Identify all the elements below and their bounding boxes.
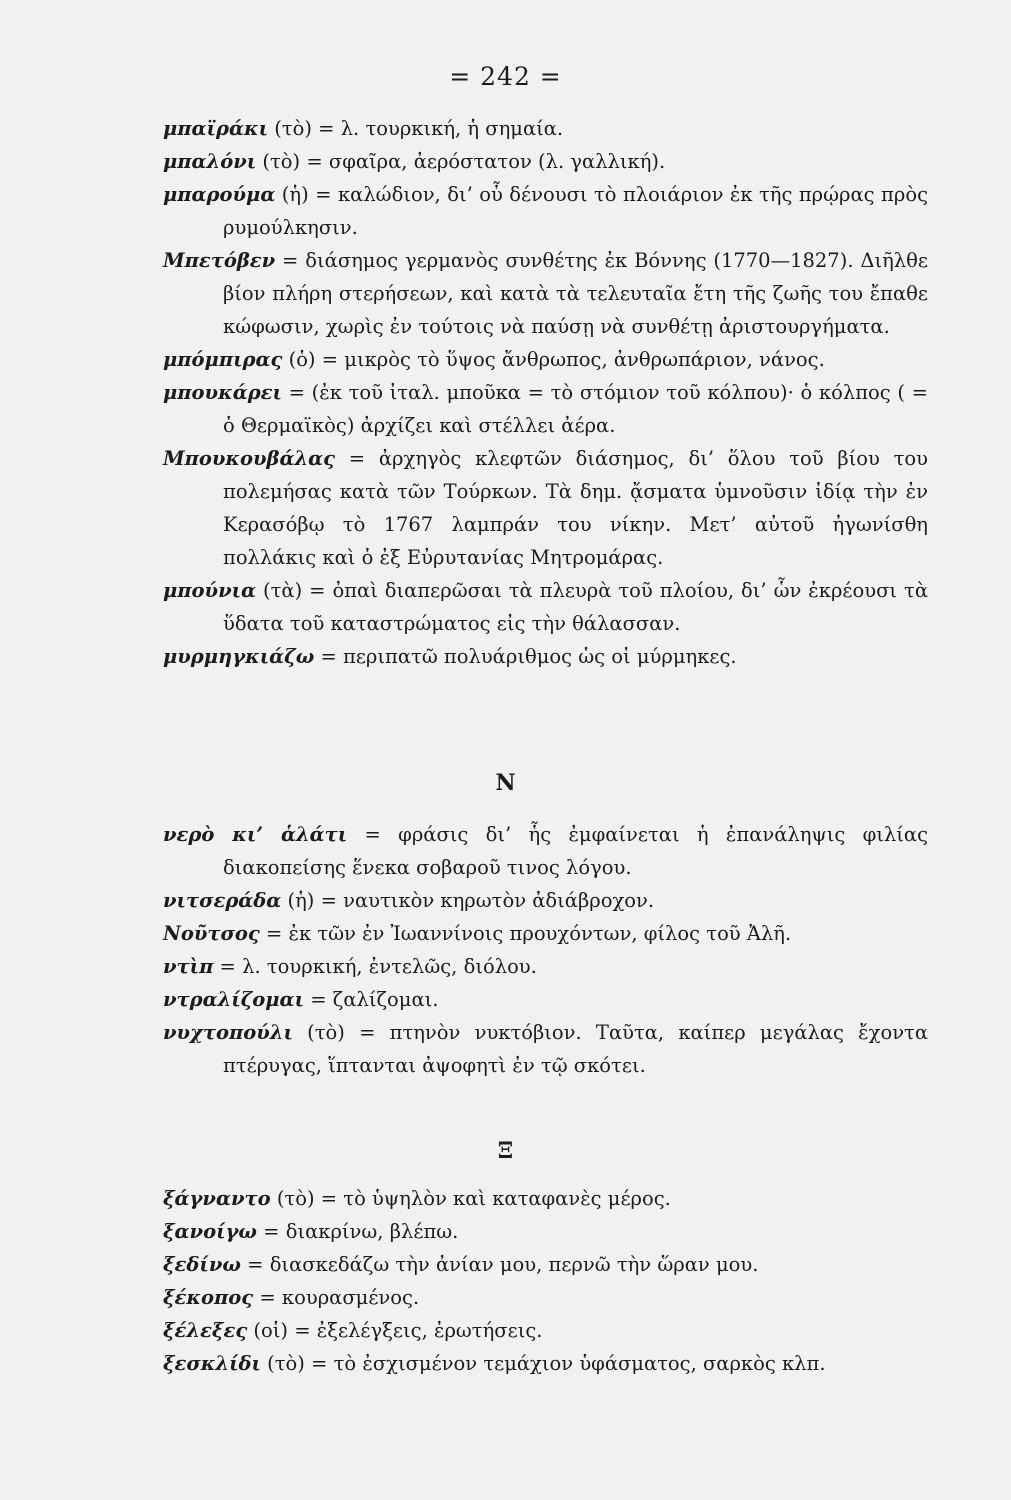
entry xyxy=(163,884,928,917)
definition: (ὁ) = μικρὸς τὸ ὕψος ἄνθρωπος, ἀνθρωπάριον, νάνος. xyxy=(282,348,825,371)
entry xyxy=(163,1281,928,1314)
headword: μπαϊράκι xyxy=(163,117,269,140)
headword: Μπετόβεν xyxy=(163,249,276,272)
definition: = λ. τουρκική, ἐντελῶς, διόλου. xyxy=(213,955,537,978)
definition: = ἐκ τῶν ἐν Ἰωαννίνοις προυχόντων, φίλος τοῦ Ἀλῆ. xyxy=(259,922,792,945)
headword: ξέλεξες xyxy=(163,1319,248,1342)
definition: (ἡ) = καλώδιον, δι’ οὗ δένουσι τὸ πλοιάριον ἐκ τῆς πρῴρας πρὸς ρυμούλκησιν. xyxy=(223,183,928,239)
definition: (τὸ) = σφαῖρα, ἀερόστατον (λ. γαλλική). xyxy=(256,150,666,173)
entry xyxy=(163,376,928,442)
headword: νιτσεράδα xyxy=(163,889,282,912)
headword: Μπουκουβάλας xyxy=(163,447,336,470)
headword: Νοῦτσος xyxy=(163,922,260,945)
headword: μπόμπιρας xyxy=(163,348,283,371)
definition: = περιπατῶ πολυάριθμος ὡς οἱ μύρμηκες. xyxy=(314,645,737,668)
headword: ντραλίζομαι xyxy=(163,988,305,1011)
section-m xyxy=(163,112,928,673)
entry xyxy=(163,1347,928,1380)
definition: = κουρασμένος. xyxy=(253,1286,420,1309)
definition: (τὸ) = πτηνὸν νυκτόβιον. Ταῦτα, καίπερ μεγάλας ἔχοντα πτέρυγας, ἵπτανται ἀψοφητὶ ἐν τῷ σκότει. xyxy=(223,1021,928,1077)
headword: ξεσκλίδι xyxy=(163,1352,261,1375)
headword: ξάγναντο xyxy=(163,1187,271,1210)
definition: = (ἐκ τοῦ ἰταλ. μποῦκα = τὸ στόμιον τοῦ κόλπου)· ὁ κόλπος ( = ὁ Θερμαϊκὸς) ἀρχίζει καὶ στέλλει ἀέρα. xyxy=(223,381,928,437)
definition: (τὸ) = λ. τουρκική, ἡ σημαία. xyxy=(268,117,564,140)
page-number: = 242 = xyxy=(449,62,562,91)
entry xyxy=(163,1314,928,1347)
entry xyxy=(163,244,928,343)
headword: μυρμηγκιάζω xyxy=(163,645,315,668)
headword: νυχτοπούλι xyxy=(163,1021,293,1044)
headword: μπουκάρει xyxy=(163,381,282,404)
headword: νερὸ κι’ ἁλάτι xyxy=(163,823,348,846)
definition: = ἀρχηγὸς κλεφτῶν διάσημος, δι’ ὅλου τοῦ βίου του πολεμήσας κατὰ τῶν Τούρκων. Τὰ δημ. ᾄσματα ὑμνοῦσιν ἰδίᾳ τὴν ἐν Κερασόβῳ τὸ 1767 λαμπράν του νίκην. Μετ’ αὐτοῦ ἠγωνίσθη πολλάκις καὶ ὁ ἐξ Εὐρυτανίας Μητρομάρας. xyxy=(223,447,928,569)
definition: (ἡ) = ναυτικὸν κηρωτὸν ἀδιάβροχον. xyxy=(281,889,655,912)
entry xyxy=(163,640,928,673)
section-n xyxy=(163,818,928,1082)
section-letter-n: Ν xyxy=(495,770,516,796)
definition: (τὰ) = ὀπαὶ διαπερῶσαι τὰ πλευρὰ τοῦ πλοίου, δι’ ὧν ἐκρέουσι τὰ ὕδατα τοῦ καταστρώματος εἰς τὴν θάλασσαν. xyxy=(223,579,928,635)
definition: = φράσις δι’ ἧς ἐμφαίνεται ἡ ἐπανάληψις φιλίας διακοπείσης ἕνεκα σοβαροῦ τινος λόγου. xyxy=(223,823,928,879)
definition: = διάσημος γερμανὸς συνθέτης ἐκ Βόννης (1770—1827). Διῆλθε βίον πλήρη στερήσεων, καὶ κατὰ τὰ τελευταῖα ἔτη τῆς ζωῆς του ἔπαθε κώφωσιν, χωρὶς ἐν τούτοις νὰ παύσῃ νὰ συνθέτῃ ἀριστουργήματα. xyxy=(223,249,928,338)
entry xyxy=(163,1215,928,1248)
headword: μπαλόνι xyxy=(163,150,257,173)
headword: ξεδίνω xyxy=(163,1253,241,1276)
entry xyxy=(163,1016,928,1082)
headword: μπαρούμα xyxy=(163,183,276,206)
entry xyxy=(163,1248,928,1281)
definition: (οἱ) = ἐξελέγξεις, ἐρωτήσεις. xyxy=(247,1319,543,1342)
entry xyxy=(163,178,928,244)
entry xyxy=(163,112,928,145)
definition: = διακρίνω, βλέπω. xyxy=(256,1220,459,1243)
section-letter-x: Ξ xyxy=(497,1138,514,1164)
entry xyxy=(163,983,928,1016)
entry xyxy=(163,574,928,640)
entry xyxy=(163,917,928,950)
definition: = διασκεδάζω τὴν ἀνίαν μου, περνῶ τὴν ὥραν μου. xyxy=(240,1253,759,1276)
headword: ξέκοπος xyxy=(163,1286,254,1309)
entry xyxy=(163,145,928,178)
entry xyxy=(163,818,928,884)
headword: ντὶπ xyxy=(163,955,214,978)
headword: μπούνια xyxy=(163,579,257,602)
entry xyxy=(163,343,928,376)
definition: (τὸ) = τὸ ὑψηλὸν καὶ καταφανὲς μέρος. xyxy=(270,1187,671,1210)
definition: = ζαλίζομαι. xyxy=(304,988,439,1011)
entry xyxy=(163,1182,928,1215)
headword: ξανοίγω xyxy=(163,1220,257,1243)
entry xyxy=(163,950,928,983)
entry xyxy=(163,442,928,574)
definition: (τὸ) = τὸ ἐσχισμένον τεμάχιον ὑφάσματος, σαρκὸς κλπ. xyxy=(260,1352,826,1375)
section-x xyxy=(163,1182,928,1380)
